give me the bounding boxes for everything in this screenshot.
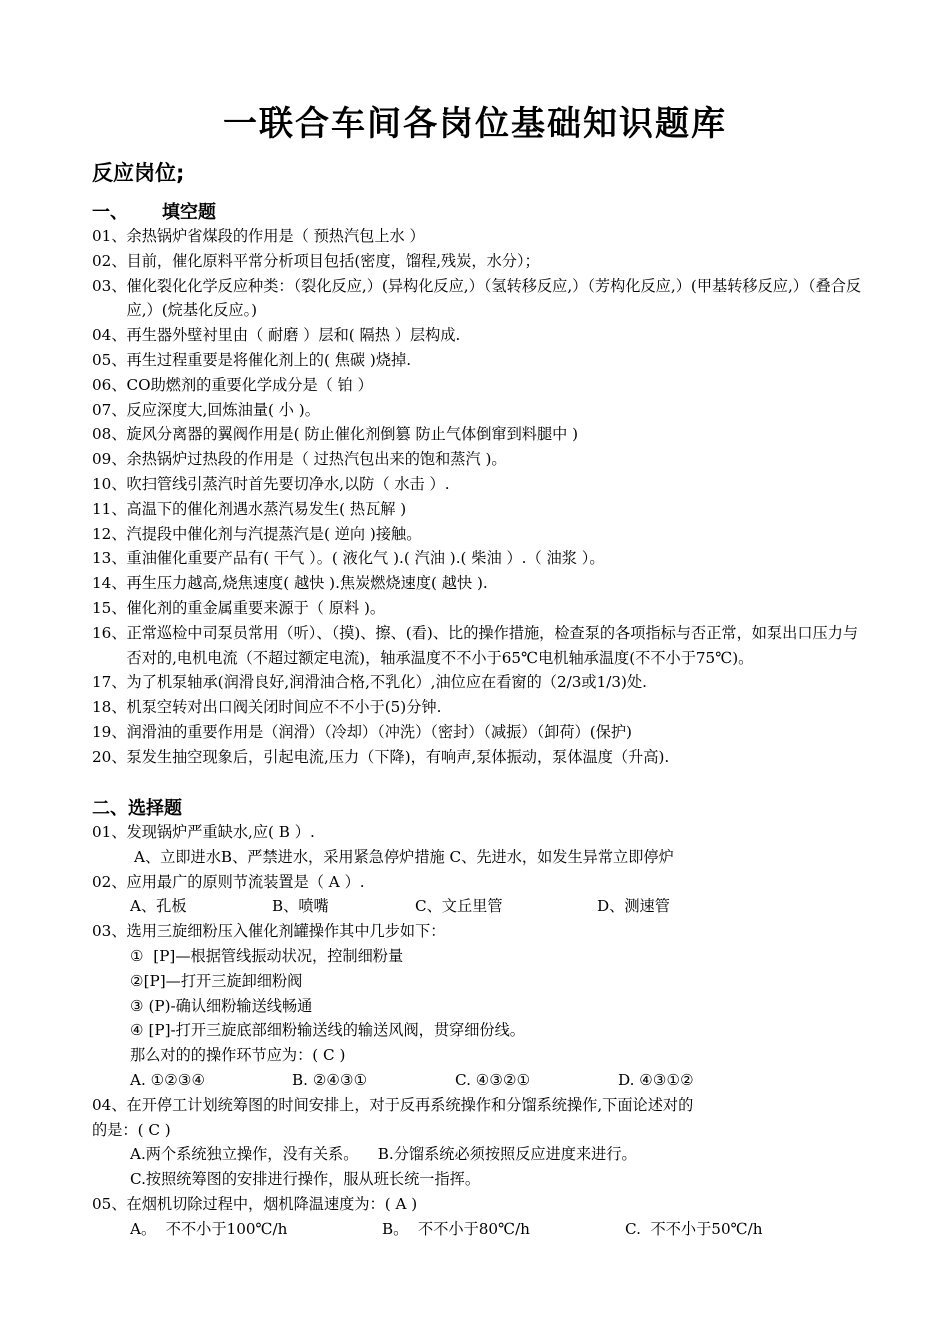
question-text: 发现锅炉严重缺水,应( B ）. [126,823,315,841]
question-number: 16、 [92,623,127,642]
question-item [92,249,872,274]
option-line: A、立即进水B、严禁进水，采用紧急停炉措施 C、先进水，如发生异常立即停炉 [134,847,674,866]
question-item [92,596,872,621]
question-text: 催化剂的重金属重要来源于（ 原料 )。 [126,598,386,617]
question-number: 01、 [92,227,127,245]
question-number: 17、 [92,673,127,692]
question-item [92,472,872,497]
question-number: 02、 [92,872,127,891]
section-label: 填空题 [162,202,216,223]
question-item [92,621,872,671]
question-number: 04、 [92,326,127,345]
question-number: 05、 [92,350,127,369]
question-item [92,348,872,373]
question-text: 余热锅炉过热段的作用是（ 过热汽包出来的饱和蒸汽 )。 [126,450,507,469]
question-item [92,447,872,472]
question-text: 在开停工计划统筹图的时间安排上，对于反再系统操作和分馏系统操作,下面论述对的 [126,1095,694,1114]
question-number: 07、 [92,400,127,419]
question-text: 再生器外壁衬里由（ 耐磨 ）层和( 隔热 ）层构成. [126,326,461,345]
question-item [92,522,872,547]
question-text: 余热锅炉省煤段的作用是（ 预热汽包上水 ） [126,227,425,245]
question-text: 润滑油的重要作用是（润滑）（冷却）（冲洗）（密封）（减振）（卸荷）(保护) [126,722,632,741]
question-number: 10、 [92,474,127,493]
question-number: 18、 [92,698,127,717]
question-number: 14、 [92,574,127,593]
question-text: 再生压力越高,烧焦速度( 越快 ).焦炭燃烧速度( 越快 ). [126,574,488,593]
option: A. ①②③④ [130,1070,206,1089]
question-item [92,670,872,695]
question-number: 11、 [92,499,127,518]
question-number: 09、 [92,450,127,469]
option: C. 不不小于50℃/h [625,1219,763,1238]
question-item [92,546,872,571]
question-text: 吹扫管线引蒸汽时首先要切净水,以防（ 水击 ）. [126,474,450,493]
question-number: 03、 [92,922,127,941]
section-subtitle: 反应岗位; [92,161,185,185]
question-continuation: 的是：( C ) [92,1120,171,1139]
step-line: ③ (P)-确认细粉输送线畅通 [130,996,313,1015]
question-text: 泵发生抽空现象后，引起电流,压力（下降)，有响声,泵体振动，泵体温度（升高). [126,747,670,766]
question-item [92,820,872,845]
option: D. ④③①② [618,1070,694,1089]
question-item [92,720,872,745]
choice-list [92,820,872,1242]
question-text: 反应深度大,回炼油量( 小 )。 [126,400,320,419]
question-text: 为了机泵轴承(润滑良好,润滑油合格,不乳化）,油位应在看窗的（2/3或1/3)处. [126,673,647,692]
question-text: 催化裂化化学反应种类：（裂化反应,）(异构化反应,）（氢转移反应,）（芳构化反应,）(甲基转移反应,）（叠合反应,）(烷基化反应。) [126,276,862,320]
question-number: 01、 [92,823,127,841]
option: B. ②④③① [292,1070,368,1089]
option: C. ④③②① [455,1070,531,1089]
question-text: 应用最广的原则节流装置是（ A ）. [126,872,365,891]
option: B、喷嘴 [272,897,329,916]
question-number: 13、 [92,549,127,568]
document-title: 一联合车间各岗位基础知识题库 [223,104,727,144]
step-line: ④ [P]-打开三旋底部细粉输送线的输送风阀，贯穿细份线。 [130,1021,525,1040]
question-text: 高温下的催化剂遇水蒸汽易发生( 热瓦解 ) [126,499,407,518]
question-item [92,919,872,944]
question-text: 再生过程重要是将催化剂上的( 焦碳 )烧掉. [126,350,412,369]
question-item [92,745,872,770]
step-line: ① [P]—根据管线振动状况，控制细粉量 [130,946,404,965]
question-item [92,398,872,423]
section-heading-fill [92,201,216,225]
question-item [92,323,872,348]
question-text: 旋风分离器的翼阀作用是( 防止催化剂倒篡 防止气体倒窜到料腿中 ) [126,425,579,444]
question-number: 06、 [92,375,127,394]
question-item [92,1093,872,1118]
question-number: 12、 [92,524,127,543]
option: A、孔板 [130,897,187,916]
question-number: 03、 [92,276,127,295]
options-row [92,1217,872,1242]
question-item [92,695,872,720]
option: D、测速管 [597,897,670,916]
question-item [92,870,872,895]
section-heading-choice: 二、选择题 [92,798,182,819]
question-number: 04、 [92,1095,127,1114]
question-item [92,373,872,398]
question-text: 重油催化重要产品有( 干气 ）。( 液化气 ).( 汽油 ).( 柴油 ）.（ 油浆 ）。 [126,549,605,568]
question-number: 08、 [92,425,127,444]
question-number: 05、 [92,1194,127,1213]
question-text: 在烟机切除过程中，烟机降温速度为：( A ) [126,1194,418,1213]
question-number: 02、 [92,251,127,270]
option: B。 不不小于80℃/h [382,1219,530,1238]
fill-blank-list [92,224,872,770]
question-text: 机泵空转对出口阀关闭时间应不不小于(5)分钟. [126,698,442,717]
question-text: CO助燃剂的重要化学成分是（ 铂 ） [126,375,373,394]
question-item [92,497,872,522]
question-number: 19、 [92,722,127,741]
option-line: A.两个系统独立操作，没有关系。 B.分馏系统必须按照反应进度来进行。 [130,1145,637,1164]
option: A。 不不小于100℃/h [130,1219,288,1238]
section-number: 一、 [92,202,128,223]
question-text: 选用三旋细粉压入催化剂罐操作其中几步如下： [126,922,446,941]
step-line: ②[P]—打开三旋卸细粉阀 [130,971,303,990]
options-row [92,894,872,919]
options-row [92,1068,872,1093]
question-item [92,1192,872,1217]
question-number: 15、 [92,598,127,617]
question-item [92,571,872,596]
question-text: 正常巡检中司泵员常用（听）、（摸)、擦、(看)、比的操作措施，检查泵的各项指标与否正常，如泵出口压力与否对的,电机电流（不超过额定电流)，轴承温度不不小于65℃电机轴承温度(不不小于75℃)。 [126,623,859,667]
question-item [92,224,872,249]
option: C、文丘里管 [415,897,503,916]
option-line: C.按照统筹图的安排进行操作，服从班长统一指挥。 [130,1170,481,1189]
question-item [92,422,872,447]
question-text: 目前，催化原料平常分析项目包括(密度，馏程,残炭，水分）； [126,251,540,270]
question-number: 20、 [92,747,127,766]
question-text: 汽提段中催化剂与汽提蒸汽是( 逆向 )接触。 [126,524,422,543]
question-ask: 那么对的的操作环节应为：( C ) [130,1046,346,1065]
question-item [92,274,872,324]
